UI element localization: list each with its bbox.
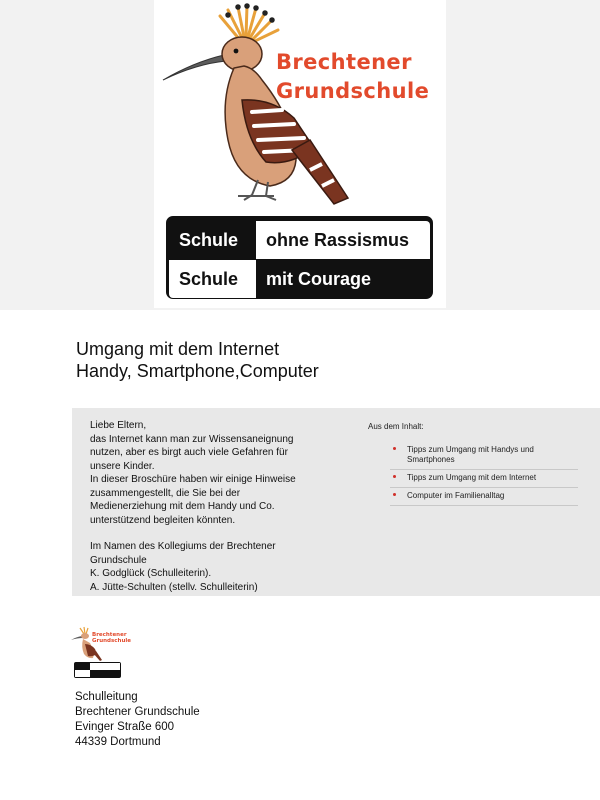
contents-item[interactable] bbox=[390, 470, 578, 488]
small-badge bbox=[74, 662, 121, 678]
signature-line: Grundschule bbox=[90, 554, 147, 566]
badge-row-2-right: mit Courage bbox=[266, 269, 372, 289]
small-hoopoe-icon bbox=[70, 627, 131, 663]
contents-item[interactable] bbox=[390, 488, 578, 506]
badge-row-2-left: Schule bbox=[169, 260, 256, 298]
letter-line: unterstützend begleiten könnten. bbox=[90, 514, 236, 526]
badge-row-2 bbox=[169, 260, 430, 298]
letter-line: nutzen, aber es birgt auch viele Gefahren für bbox=[90, 447, 288, 458]
badge-row-1-right: ohne Rassismus bbox=[256, 221, 430, 259]
contents-list bbox=[390, 442, 578, 506]
badge-row-1-left: Schule bbox=[179, 230, 239, 250]
address-line: Brechtener Grundschule bbox=[75, 706, 200, 718]
letter-line: das Internet kann man zur Wissensaneignung bbox=[90, 433, 294, 445]
contents-heading: Aus dem Inhalt: bbox=[368, 422, 424, 431]
bullet-icon bbox=[393, 493, 396, 496]
address-line: 44339 Dortmund bbox=[75, 736, 161, 748]
letter-spacer bbox=[90, 527, 318, 540]
address-line: Evinger Straße 600 bbox=[75, 721, 175, 733]
letter-line: zusammengestellt, die Sie bei der bbox=[90, 487, 241, 499]
letter-line: Liebe Eltern, bbox=[90, 420, 147, 431]
school-name-line-1: Brechtener bbox=[276, 50, 412, 74]
school-name-logo-text bbox=[276, 48, 446, 106]
signature-line: K. Godglück (Schulleiterin). bbox=[90, 568, 212, 579]
bullet-icon bbox=[393, 447, 396, 450]
contents-item[interactable] bbox=[390, 442, 578, 470]
bird-tail bbox=[292, 140, 348, 204]
page-title-line-1: Umgang mit dem Internet bbox=[76, 339, 280, 359]
hoopoe-bird-illustration bbox=[154, 0, 446, 215]
small-logo-name-line-2: Grundschule bbox=[92, 638, 131, 644]
schule-ohne-rassismus-badge bbox=[166, 216, 433, 299]
signature-line: Im Namen des Kollegiums der Brechtener bbox=[90, 541, 276, 552]
header-logo-image bbox=[154, 0, 446, 308]
content-panel bbox=[72, 408, 600, 596]
page-title bbox=[76, 338, 476, 382]
small-logo-name-line-1: Brechtener bbox=[92, 632, 127, 638]
contents-item-label: Computer im Familienalltag bbox=[407, 491, 505, 500]
school-name-line-2: Grundschule bbox=[276, 79, 430, 103]
badge-row-1 bbox=[169, 221, 430, 259]
school-address bbox=[75, 690, 315, 750]
signature-line: A. Jütte-Schulten (stellv. Schulleiterin) bbox=[90, 581, 258, 593]
parent-letter bbox=[90, 419, 318, 594]
letter-line: In dieser Broschüre haben wir einige Hinweise bbox=[90, 474, 296, 485]
letter-line: Medienerziehung mit dem Handy und Co. bbox=[90, 501, 275, 512]
bullet-icon bbox=[393, 475, 396, 478]
footer-logo bbox=[70, 627, 131, 682]
bird-beak bbox=[163, 55, 226, 80]
address-line: Schulleitung bbox=[75, 691, 138, 703]
contents-item-label: Tipps zum Umgang mit Handys und Smartphones bbox=[407, 445, 534, 464]
letter-line: unsere Kinder. bbox=[90, 460, 155, 472]
page-title-line-2: Handy, Smartphone,Computer bbox=[76, 361, 319, 381]
bird-crest bbox=[220, 6, 278, 42]
contents-item-label: Tipps zum Umgang mit dem Internet bbox=[407, 473, 537, 482]
